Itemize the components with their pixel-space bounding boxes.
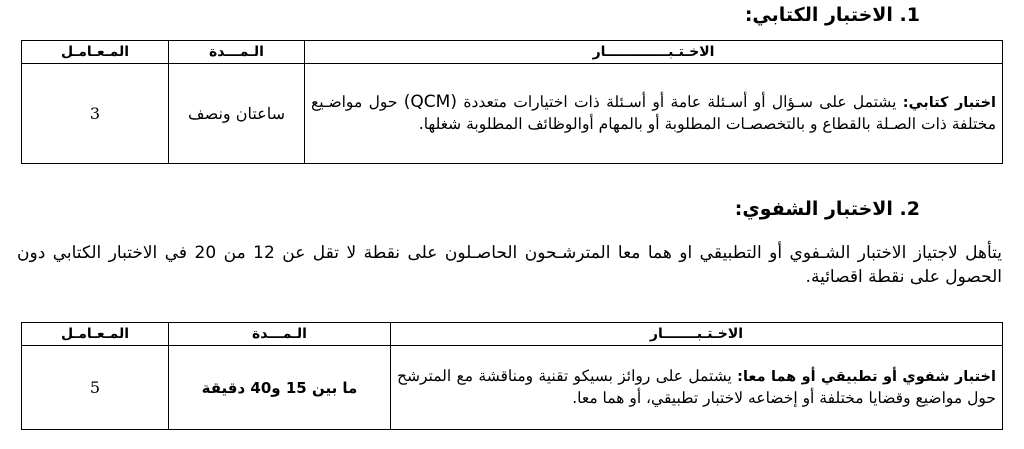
section1-heading: 1. الاختبار الكتابي:: [744, 4, 920, 26]
test-text-b: حول مواضـيع مختلفة ذات الصـلة بالقطاع و بالتخصصـات المطلوبة أو بالمهام أوالوظائف المطلوبة شغلها.: [311, 93, 996, 133]
header-duration: الـمـــدة: [169, 323, 391, 346]
paragraph-text-a: يتأهل لاجتياز الاختبار الشـفوي أو التطبيقي او هما معا المترشـحون الحاصـلون على نقطة لا تقل عن: [274, 243, 1002, 263]
header-test: الاخـتـبـــــــــــــار: [305, 41, 1003, 64]
test-description: [305, 64, 1003, 164]
test-coefficient: 3: [22, 64, 169, 164]
paragraph-text-b: من: [216, 243, 254, 263]
oral-exam-table: [21, 322, 1003, 430]
paragraph-number-12: 12: [253, 243, 275, 263]
header-coefficient: المـعـامـل: [22, 323, 169, 346]
test-label: اختبار شفوي أو تطبيقي أو هما معا:: [737, 369, 996, 385]
table-header-row: [22, 323, 1003, 346]
test-text: يشتمل على روائز بسيكو تقنية ومناقشة مع المترشح حول مواضيع وقضايا مختلفة أو إخضاعه لاختبار تطبيقي، أو هما معا.: [397, 367, 996, 407]
paragraph-text-c: في الاختبار الكتابي دون الحصول على نقطة اقصائية.: [17, 243, 1002, 287]
test-duration: ساعتان ونصف: [169, 64, 305, 164]
table-row: [22, 64, 1003, 164]
table-row: [22, 346, 1003, 430]
test-duration: ما بين 15 و40 دقيقة: [169, 346, 391, 430]
test-label: اختبار كتابي:: [902, 95, 996, 111]
test-description: [391, 346, 1003, 430]
table-header-row: [22, 41, 1003, 64]
test-qcm: (QCM): [403, 92, 457, 112]
oral-exam-paragraph: [17, 241, 1002, 289]
written-exam-table: [21, 40, 1003, 164]
header-duration: الـمـــدة: [169, 41, 305, 64]
header-coefficient: المـعـامـل: [22, 41, 169, 64]
header-test: الاخـتـبـــــــار: [391, 323, 1003, 346]
test-coefficient: 5: [22, 346, 169, 430]
section2-heading: 2. الاختبار الشفوي:: [734, 198, 920, 220]
test-text-a: يشتمل على سـؤال أو أسـئلة عامة أو أسـئلة ذات اختيارات متعددة: [456, 93, 903, 111]
paragraph-number-20: 20: [194, 243, 217, 263]
